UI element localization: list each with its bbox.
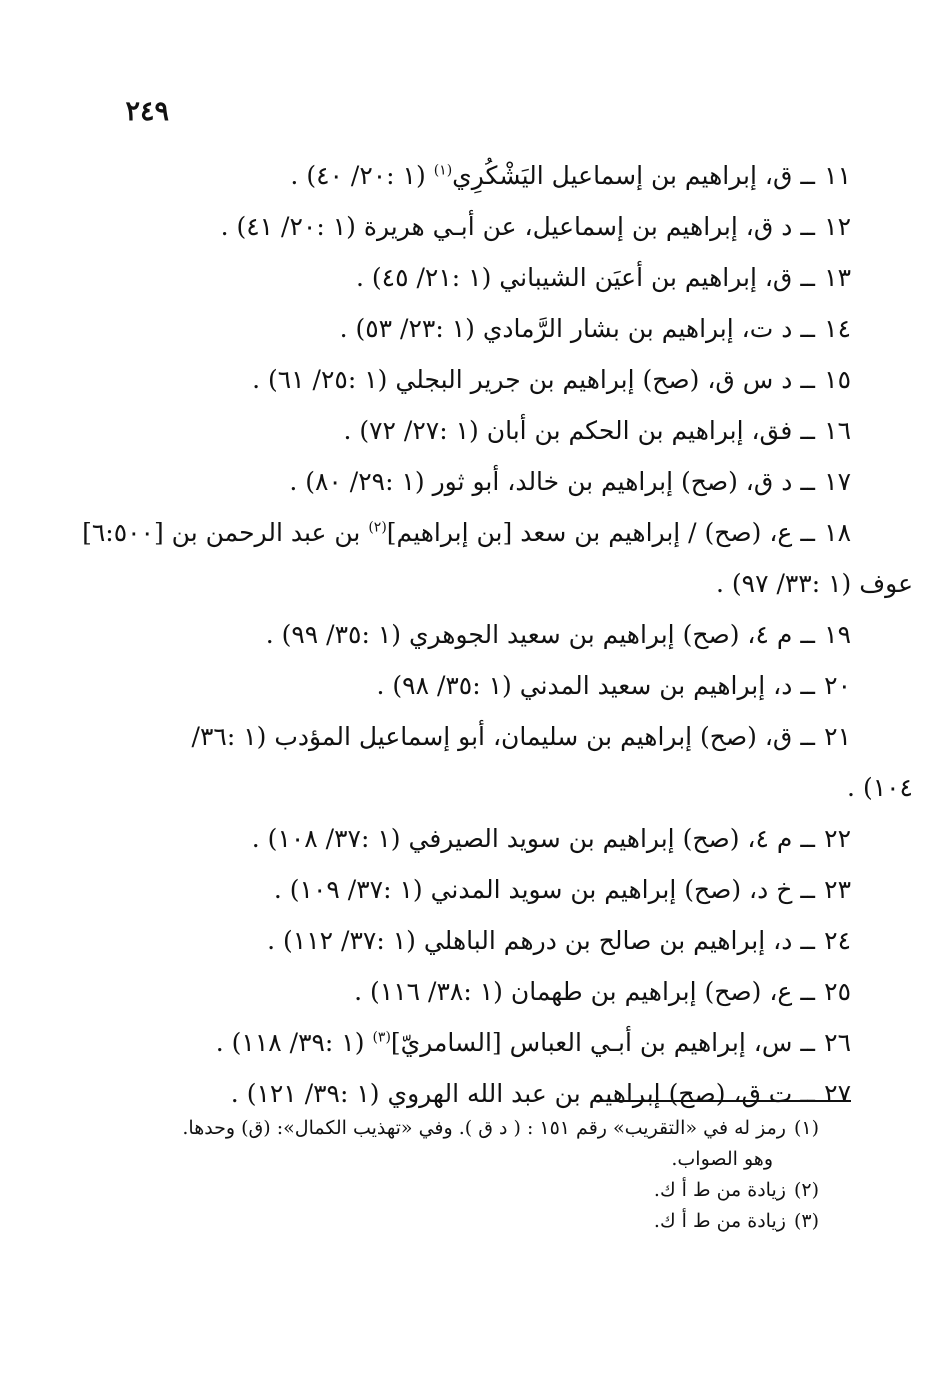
entry-number: ٢٢ <box>824 824 851 853</box>
entry-row <box>76 1017 851 1068</box>
entry-number: ٢٥ <box>824 977 851 1006</box>
footnote <box>129 1113 819 1175</box>
footnote-mark: (١) <box>793 1117 819 1139</box>
entry-dash: ــ <box>800 314 815 343</box>
entry-dash: ــ <box>800 518 815 547</box>
entry-line <box>76 1017 851 1068</box>
entry-number: ٢٠ <box>824 671 851 700</box>
entry-row <box>76 915 851 966</box>
entry-number: ١١ <box>824 161 851 190</box>
entry-number: ٢٦ <box>824 1028 851 1057</box>
entry-dash: ــ <box>800 1028 815 1057</box>
footnote <box>129 1175 819 1206</box>
footnote-reference: (٣) <box>372 1029 391 1046</box>
entry-continuation: عوف (١ :٣٣/ ٩٧) . <box>715 569 913 598</box>
entry-text: فق، إبراهيم بن الحكم بن أبان (١ :٢٧/ ٧٢) . <box>343 416 793 445</box>
entry-row <box>76 303 851 354</box>
entry-dash: ــ <box>800 1079 815 1108</box>
entry-dash: ــ <box>800 671 815 700</box>
entry-row <box>76 354 851 405</box>
footnote <box>129 1206 819 1237</box>
entry-line <box>76 864 851 915</box>
entry-text: ق، إبراهيم بن إسماعيل اليَشْكُرِي <box>452 161 793 190</box>
entry-row <box>76 252 851 303</box>
entry-text: د ق، إبراهيم بن إسماعيل، عن أبـي هريرة (١ :٢٠/ ٤١) . <box>220 212 793 241</box>
entry-text: د ق، (صح) إبراهيم بن خالد، أبو ثور (١ :٢٩/ ٨٠) . <box>289 467 793 496</box>
entry-row <box>76 966 851 1017</box>
entry-list <box>76 150 913 1119</box>
entry-row <box>76 813 851 864</box>
entry-row <box>76 660 851 711</box>
entry-dash: ــ <box>800 722 815 751</box>
entry-text: م ٤، (صح) إبراهيم بن سعيد الجوهري (١ :٣٥/ ٩٩) . <box>265 620 793 649</box>
entry-dash: ــ <box>800 620 815 649</box>
entry-number: ١٥ <box>824 365 851 394</box>
entry-line <box>76 660 851 711</box>
entry-text-tail: (١ :٣٩/ ١١٨) . <box>215 1028 373 1057</box>
entry-text: د، إبراهيم بن صالح بن درهم الباهلي (١ :٣٧/ ١١٢) . <box>267 926 793 955</box>
entry-number: ١٩ <box>824 620 851 649</box>
footnote-reference: (١) <box>433 162 453 179</box>
footnote-text: زيادة من ط أ ك. <box>653 1179 786 1201</box>
entry-line <box>76 252 851 303</box>
entry-line <box>76 1068 851 1119</box>
footnote-mark: (٢) <box>793 1179 819 1201</box>
entry-row <box>76 711 913 813</box>
footnote-mark: (٣) <box>793 1210 819 1232</box>
footnote-continuation: وهو الصواب. <box>671 1148 773 1170</box>
entry-text: م ٤، (صح) إبراهيم بن سويد الصيرفي (١ :٣٧/ ١٠٨) . <box>251 824 793 853</box>
entry-dash: ــ <box>800 926 815 955</box>
footnote-list <box>129 1113 819 1237</box>
entry-dash: ــ <box>800 977 815 1006</box>
entry-line <box>76 405 851 456</box>
entry-row <box>76 864 851 915</box>
entry-number: ٢٤ <box>824 926 851 955</box>
entry-text-tail: (١ :٢٠/ ٤٠) . <box>290 161 434 190</box>
entry-dash: ــ <box>800 416 815 445</box>
entry-text: د ت، إبراهيم بن بشار الرَّمادي (١ :٢٣/ ٥٣) . <box>339 314 793 343</box>
entry-line <box>76 711 851 762</box>
entry-row <box>76 201 851 252</box>
entry-number: ١٢ <box>824 212 851 241</box>
footnote-separator <box>597 1100 851 1102</box>
footnote-text: زيادة من ط أ ك. <box>653 1210 786 1232</box>
entry-line <box>76 354 851 405</box>
entry-text: خ د، (صح) إبراهيم بن سويد المدني (١ :٣٧/ ١٠٩) . <box>273 875 793 904</box>
entry-dash: ــ <box>800 263 815 292</box>
entry-row <box>76 609 851 660</box>
entry-number: ١٨ <box>824 518 851 547</box>
entry-number: ١٣ <box>824 263 851 292</box>
entry-row <box>76 150 851 201</box>
entry-line <box>76 609 851 660</box>
entry-text: ع، (صح) إبراهيم بن طهمان (١ :٣٨/ ١١٦) . <box>354 977 793 1006</box>
footnote-reference: (٢) <box>368 519 387 536</box>
entry-dash: ــ <box>800 875 815 904</box>
entry-number: ٢١ <box>824 722 851 751</box>
entry-line <box>76 150 851 201</box>
entry-text: ت ق، (صح) إبراهيم بن عبد الله الهروي (١ :٣٩/ ١٢١) . <box>230 1079 793 1108</box>
entry-line <box>76 915 851 966</box>
entry-dash: ــ <box>800 212 815 241</box>
entry-text: س، إبراهيم بن أبـي العباس [السامريّ] <box>390 1028 793 1057</box>
entry-continuation: ١٠٤) . <box>847 773 913 802</box>
footnote-text: رمز له في «التقريب» رقم ١٥١ : ( د ق ). وفي «تهذيب الكمال»: (ق) وحدها. <box>182 1117 786 1139</box>
entry-text: ق، إبراهيم بن أعيَن الشيباني (١ :٢١/ ٤٥) . <box>356 263 793 292</box>
entry-number: ١٤ <box>824 314 851 343</box>
entry-dash: ــ <box>800 365 815 394</box>
page-number: ٢٤٩ <box>125 96 169 127</box>
entry-dash: ــ <box>800 467 815 496</box>
entry-line <box>76 813 851 864</box>
entry-row <box>76 456 851 507</box>
entry-text: د، إبراهيم بن سعيد المدني (١ :٣٥/ ٩٨) . <box>376 671 793 700</box>
entry-dash: ــ <box>800 161 815 190</box>
entry-number: ١٧ <box>824 467 851 496</box>
entry-line <box>76 966 851 1017</box>
entry-text: ع، (صح) / إبراهيم بن سعد [بن إبراهيم] <box>386 518 793 547</box>
entry-text: د س ق، (صح) إبراهيم بن جرير البجلي (١ :٢٥/ ٦١) . <box>252 365 793 394</box>
entry-number: ٢٣ <box>824 875 851 904</box>
entry-row <box>76 507 913 609</box>
entry-number: ١٦ <box>824 416 851 445</box>
entry-row <box>76 405 851 456</box>
entry-line <box>76 456 851 507</box>
entry-text: ق، (صح) إبراهيم بن سليمان، أبو إسماعيل المؤدب (١ :٣٦/ <box>191 722 793 751</box>
entry-row <box>76 1068 851 1119</box>
entry-line <box>76 303 851 354</box>
entry-dash: ــ <box>800 824 815 853</box>
entry-text-tail: بن عبد الرحمن بن [٦:٥٠٠] <box>82 518 369 547</box>
entry-line <box>76 507 851 558</box>
entry-number: ٢٧ <box>824 1079 851 1108</box>
entry-line <box>76 201 851 252</box>
